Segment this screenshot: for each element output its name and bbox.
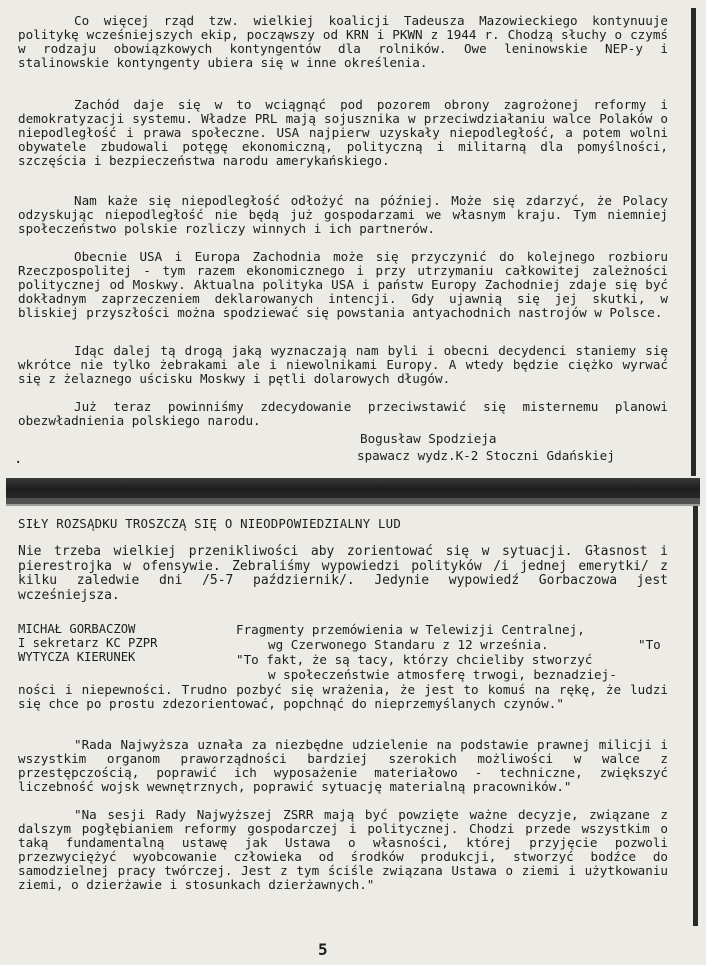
gorbachev-side-label bbox=[18, 622, 157, 664]
quote1-opening: "To bbox=[638, 637, 661, 652]
quote1-rest: ności i niepewności. Trudno pozbyć się wrażenia, że jest to komuś na rękę, że ludzi się chce po prostu zdezorientować, popchnąć do nieprzemyślanych czynów." bbox=[18, 682, 668, 711]
quote1-line-1: "To fakt, że są tacy, którzy chcieliby stworzyć bbox=[236, 652, 593, 667]
article1-paragraph-2: Zachód daje się w to wciągnąć pod pozorem obrony zagrożonej reformy i demokratyzacji systemu. Władze PRL mają sojusznika w przeciwdziałaniu walce Polaków o niepodległość i prawa społeczne. USA najpierw uzyskały niepodległość, a potem wolni obywatele zbudowali potęgę ekonomiczną, polityczną i militarną dla pomyślności, szczęścia i bezpieczeństwa narodu amerykańskiego. bbox=[18, 97, 668, 168]
article1-paragraph-4: Obecnie USA i Europa Zachodnia może się przyczynić do kolejnego rozbioru Rzeczpospolitej - tym razem ekonomicznego i przy utrzymaniu całkowitej zależności politycznej od Moskwy. Aktualna polityka USA i państw Europy Zachodniej zdaje się być dokładnym zaprzeczeniem deklarowanych intencji. Gdy ujawnią się jej skutki, w bliskiej przyszłości można spodziewać się powstania antyachodnich nastrojów w Polsce. bbox=[18, 249, 668, 320]
side-label-title: I sekretarz KC PZPR bbox=[18, 636, 158, 650]
quote2-paragraph: "Rada Najwyższa uznała za niezbędne udzielenie na podstawie prawnej milicji i wszystkim organom praworządności bardziej szerokich możliwości w walce z przestępczością, poprawić ich wyposażenie materiałowo - techniczne, zwiększyć liczebność wojsk wewnętrznych, poprawić sytuację materialną pracowników." bbox=[18, 737, 668, 794]
margin-dot: · bbox=[14, 455, 23, 471]
article1-paragraph-3: Nam każe się niepodległość odłożyć na później. Może się zdarzyć, że Polacy odzyskując niepodległość nie będą już gospodarzami we własnym kraju. Tym niemniej społeczeństwo polskie rozliczy winnych i ich partnerów. bbox=[18, 193, 668, 236]
article1-paragraph-6: Już teraz powinniśmy zdecydowanie przeciwstawić się misternemu planowi obezwładnienia polskiego narodu. bbox=[18, 399, 668, 428]
author-role: spawacz wydz.K-2 Stoczni Gdańskiej bbox=[357, 448, 615, 463]
author-name: Bogusław Spodzieja bbox=[360, 431, 497, 446]
source-line-2: wg Czerwonego Standaru z 12 września. bbox=[268, 637, 549, 652]
article1-paragraph-1: Co więcej rząd tzw. wielkiej koalicji Tadeusza Mazowieckiego kontynuuje politykę wcześniejszych ekip, począwszy od KRN i PKWN z 1944 r. Chodzą słuchy o czymś w rodzaju obowiązkowych kontyngentów dla rolników. Owe leninowskie NEP-y i stalinowskie kontyngenty ubiera się w inne określenia. bbox=[18, 13, 668, 70]
article1-paragraph-5: Idąc dalej tą drogą jaką wyznaczają nam byli i obecni decydenci staniemy się wkrótce nie tylko żebrakami ale i niewolnikami Europy. A wtedy będzie ciężko wyrwać się z żelaznego uścisku Moskwy i pętli dolarowych długów. bbox=[18, 343, 668, 386]
side-label-name: MICHAŁ GORBACZOW bbox=[18, 622, 136, 636]
quote3-paragraph: "Na sesji Rady Najwyższej ZSRR mają być powzięte ważne decyzje, związane z dalszym pogłębianiem reformy gospodarczej i politycznej. Chodzi przede wszystkim o taką fundamentalną ustawę jak Ustawa o własności, której przyjęcie pozwoli przezwyciężyć wyobcowanie człowieka od środków produkcji, stworzyć bodźce do samodzielnej pracy twórczej. Jest z tym ściśle związana Ustawa o ziemi i użytkowaniu ziemi, o dzierżawie i stosunkach dzierżawnych." bbox=[18, 807, 668, 892]
side-label-caption: WYTYCZA KIERUNEK bbox=[18, 650, 136, 664]
source-line-1: Fragmenty przemówienia w Telewizji Centralnej, bbox=[236, 622, 585, 637]
article2-intro: Nie trzeba wielkiej przenikliwości aby zorientować się w sytuacji. Głasnost i pierestrojka w ofensywie. Zebraliśmy wypowiedzi polityków /i jednej emerytki/ z kilku zaledwie dni /5-7 październik/. Jedynie wypowiedź Gorbaczowa jest wcześniejsza. bbox=[18, 544, 668, 603]
page-number: 5 bbox=[318, 940, 328, 959]
article2-headline: SIŁY ROZSĄDKU TROSZCZĄ SIĘ O NIEODPOWIEDZIALNY LUD bbox=[18, 516, 401, 531]
separator-shadow bbox=[6, 498, 700, 506]
quote1-line-2: w społeczeństwie atmosferę trwogi, beznadziej- bbox=[268, 667, 617, 682]
